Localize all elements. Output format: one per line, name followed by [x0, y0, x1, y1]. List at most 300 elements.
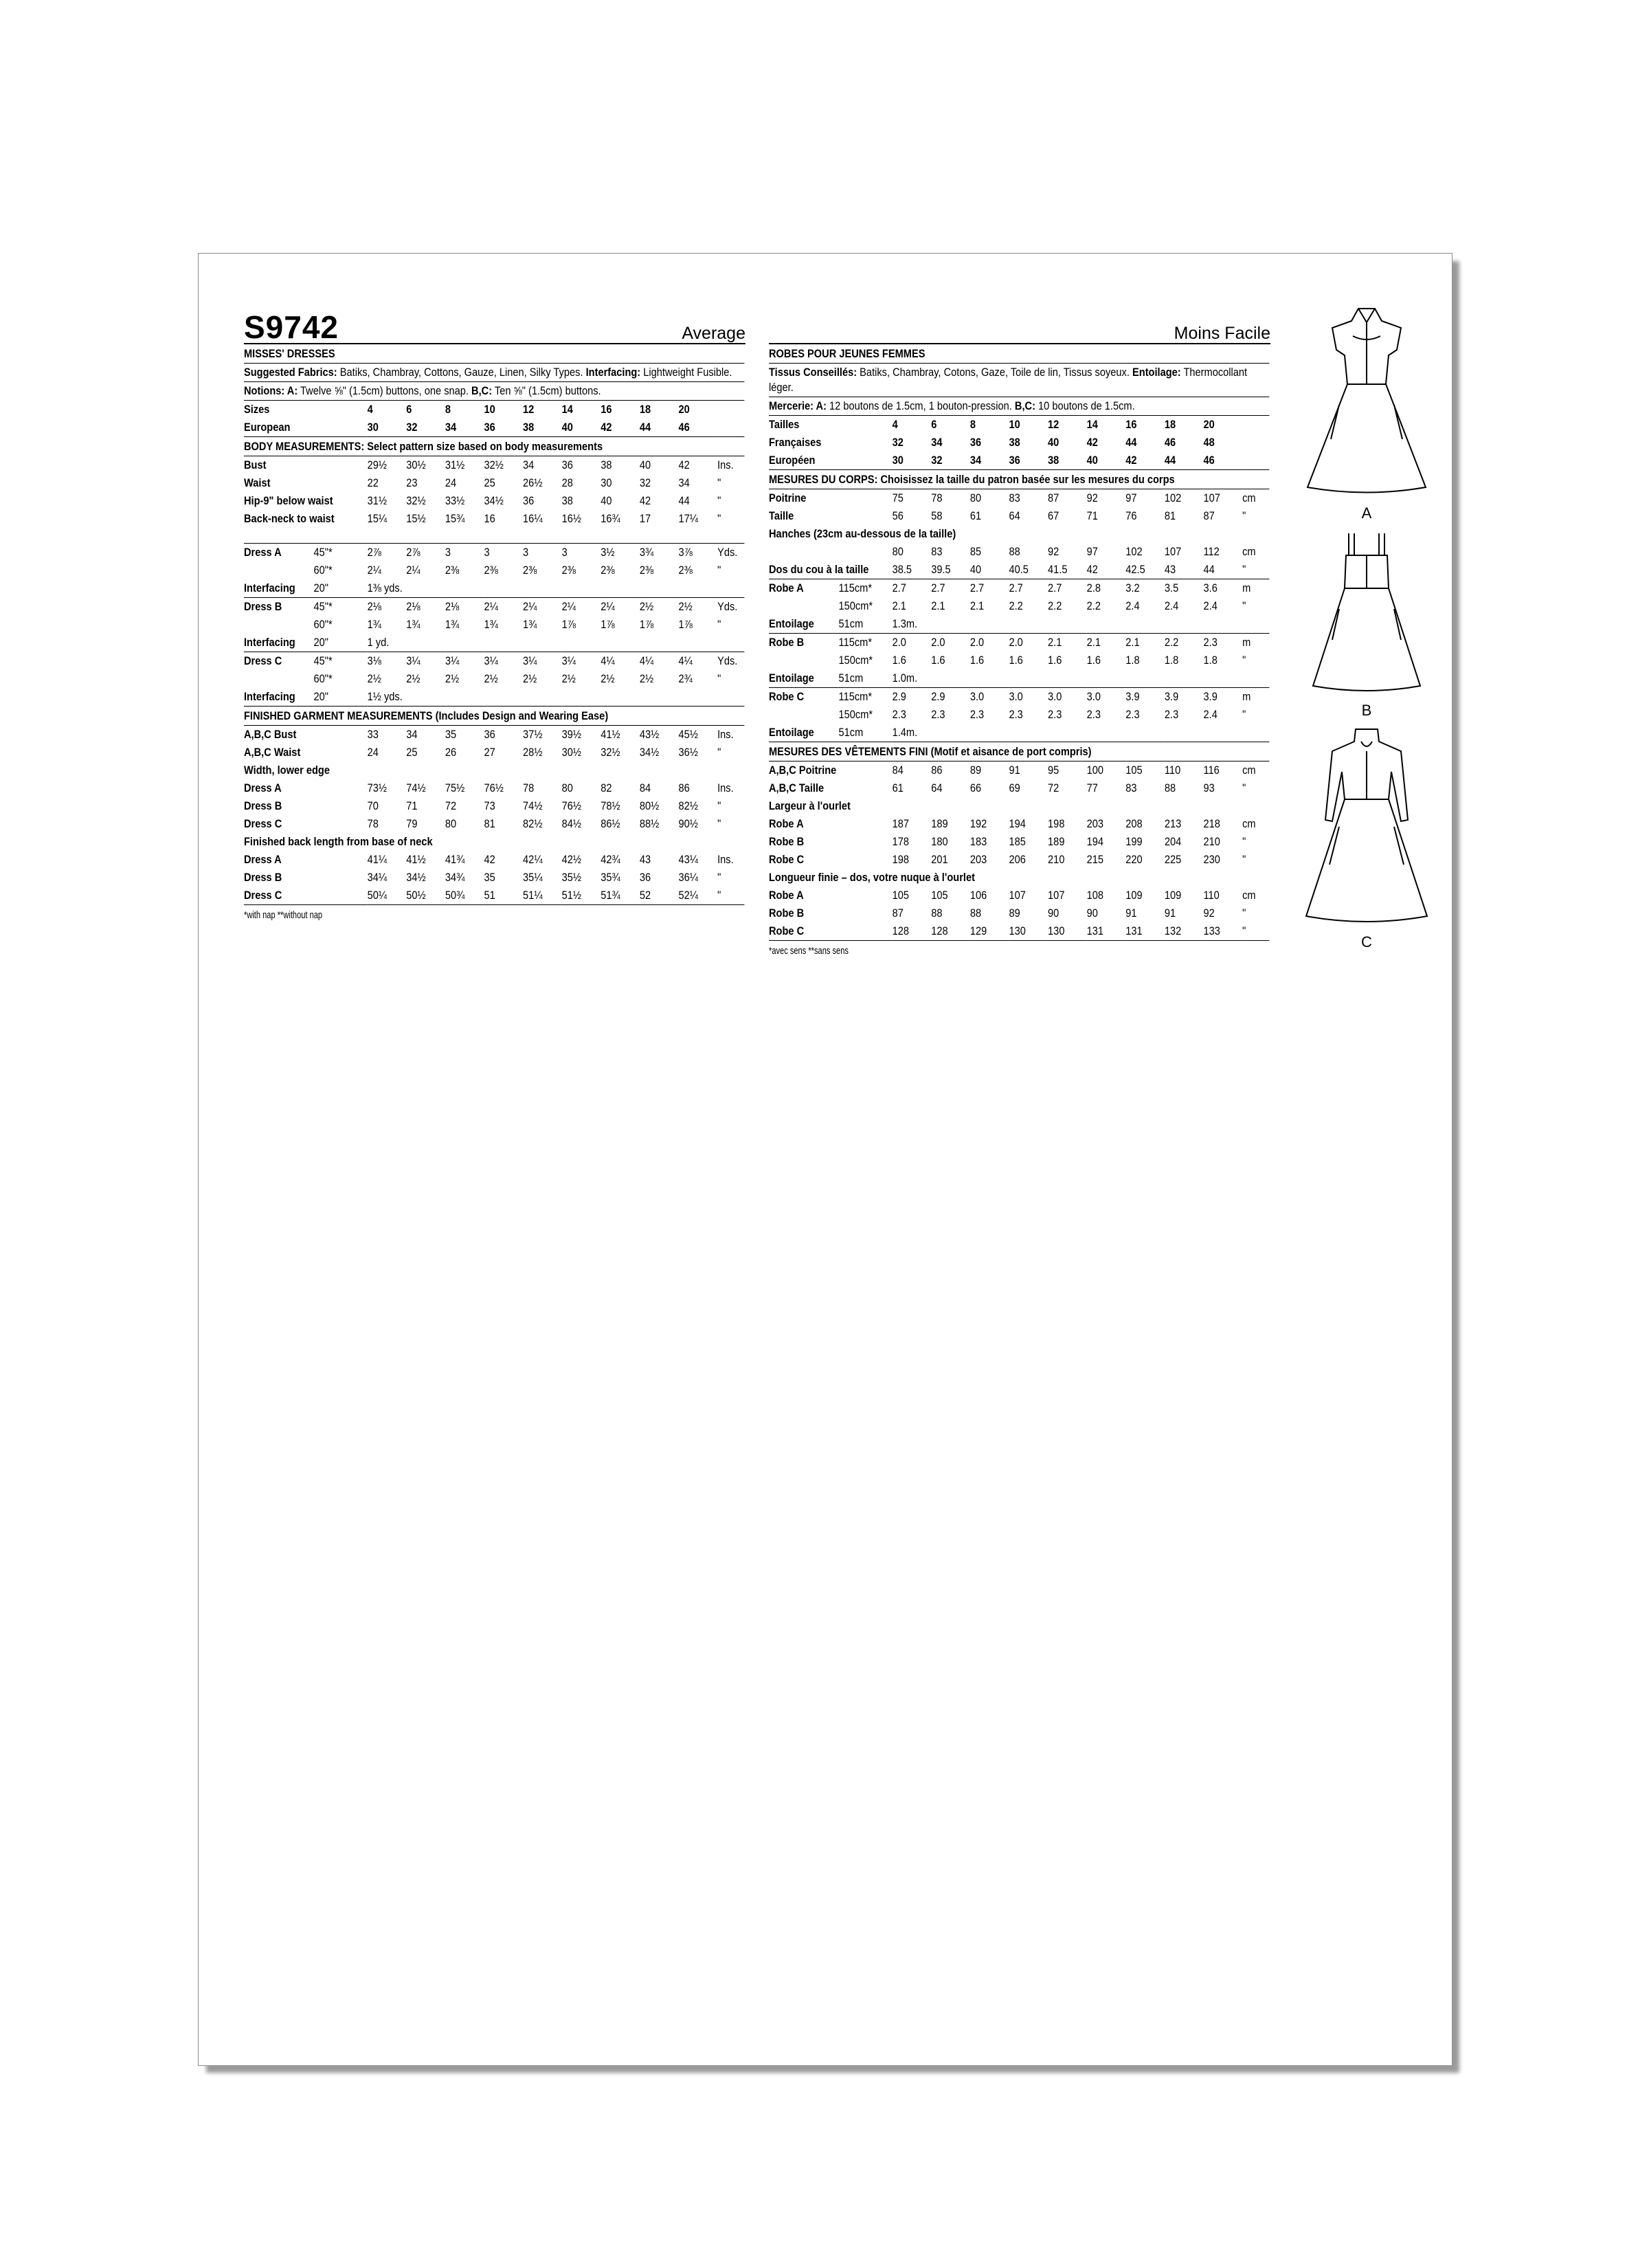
cell-value: 38.5	[892, 563, 912, 576]
cell-value: 91	[1125, 907, 1137, 920]
cell-value: 183	[969, 835, 987, 848]
cell-value: 1.8	[1164, 654, 1179, 667]
cell-value: 90	[1048, 907, 1059, 920]
row-width	[314, 744, 368, 761]
cell-value: 105	[892, 889, 910, 902]
cell-value: 90½	[678, 817, 698, 830]
row-width	[314, 401, 368, 419]
row-unit: "	[1242, 781, 1246, 794]
yardage-row	[244, 598, 744, 616]
length-row	[769, 904, 1269, 922]
row-width	[839, 922, 893, 941]
cell-value: 2½	[601, 672, 615, 685]
cell-value: 116	[1203, 764, 1220, 777]
row-label: Robe A	[769, 817, 804, 830]
cell-value: 3.2	[1125, 581, 1140, 594]
row-width	[839, 779, 893, 797]
cell-value: 2½	[523, 672, 537, 685]
cell-value: 3.9	[1203, 690, 1218, 703]
cell-value: 2½	[561, 672, 576, 685]
cell-value: 2.7	[1009, 581, 1023, 594]
width-row	[769, 833, 1269, 851]
row-label: Robe C	[769, 924, 805, 937]
cell-value: 102	[1125, 545, 1143, 558]
cell-value: 34	[678, 476, 690, 489]
cell-value: 32	[931, 454, 943, 467]
cell-value: 230	[1203, 853, 1220, 866]
cell-value: 41¼	[367, 853, 388, 866]
row-unit: cm	[1242, 764, 1256, 777]
cell-value: 51¼	[523, 889, 543, 902]
cell-value: 2¼	[367, 564, 381, 577]
length-row	[769, 887, 1269, 904]
cell-value: 2½	[678, 600, 693, 613]
row-label: Dress B	[244, 600, 282, 613]
cell-value: 50½	[406, 889, 426, 902]
cell-value: 1.6	[969, 654, 985, 667]
cell-value: 36	[484, 728, 495, 741]
cell-value: 84½	[561, 817, 582, 830]
cell-value: 2.1	[892, 599, 906, 612]
cell-value: 76½	[561, 799, 582, 812]
cell-value: 208	[1125, 817, 1143, 830]
cell-value: 1¾	[523, 618, 537, 631]
cell-value: 1¾	[367, 618, 381, 631]
interfacing-value: 1.4m.	[892, 726, 918, 739]
row-width	[839, 416, 893, 434]
yardage-row	[244, 616, 744, 634]
cell-value: 3⅛	[367, 654, 381, 667]
row-label: Interfacing	[244, 581, 295, 594]
cell-value: 2.8	[1086, 581, 1101, 594]
cell-value: 2⅛	[367, 600, 381, 613]
french-column	[769, 315, 1270, 959]
section-title-fr: ROBES POUR JEUNES FEMMES	[769, 344, 1269, 364]
measure-table	[244, 456, 744, 528]
row-unit: Ins.	[717, 781, 734, 794]
cell-value: 2¼	[406, 564, 420, 577]
row-label	[769, 597, 839, 615]
cell-value: 38	[601, 458, 612, 471]
cell-value: 2⅜	[523, 564, 537, 577]
cell-value: 88½	[639, 817, 660, 830]
row-label: Dos du cou à la taille	[769, 563, 869, 576]
cell-value: 36	[969, 436, 982, 449]
cell-value: 76½	[484, 781, 504, 794]
body-row	[244, 456, 744, 474]
cell-value: 97	[1086, 545, 1098, 558]
cell-value: 71	[1086, 509, 1098, 522]
cell-value: 108	[1086, 889, 1104, 902]
cell-value: 2.4	[1203, 708, 1218, 721]
cell-value: 25	[406, 746, 418, 759]
cell-value: 105	[931, 889, 948, 902]
measure-table	[769, 416, 1269, 470]
cell-value: 24	[367, 746, 379, 759]
cell-value: 2⅛	[406, 600, 420, 613]
view-b-sketch	[1298, 526, 1435, 720]
row-width	[839, 489, 893, 507]
measure-table	[244, 652, 744, 707]
cell-value: 32	[406, 421, 418, 434]
cell-value: 61	[892, 781, 904, 794]
row-unit: "	[1242, 853, 1246, 866]
cell-value: 107	[1164, 545, 1182, 558]
cell-value: 189	[1048, 835, 1065, 848]
width-row	[244, 815, 744, 833]
row-width	[839, 761, 893, 779]
row-unit: "	[717, 476, 721, 489]
cell-value: 32½	[601, 746, 620, 759]
sizes-row	[769, 416, 1269, 434]
cell-value: 3.5	[1164, 581, 1179, 594]
cell-value: 1¾	[406, 618, 420, 631]
finished-row	[244, 726, 744, 744]
cell-value: 80½	[639, 799, 660, 812]
cell-value: 6	[406, 403, 412, 416]
measure-table	[769, 688, 1269, 742]
cell-value: 43	[639, 853, 651, 866]
cell-value: 29½	[367, 458, 388, 471]
row-unit	[1242, 452, 1269, 470]
cell-value: 210	[1203, 835, 1220, 848]
cell-value: 51¾	[601, 889, 620, 902]
cell-value: 1.6	[1009, 654, 1023, 667]
cell-value: 44	[1203, 563, 1215, 576]
row-width: 150cm*	[838, 654, 873, 667]
row-label: Robe C	[769, 690, 805, 703]
cell-value: 88	[1164, 781, 1176, 794]
row-unit: "	[1242, 563, 1246, 576]
cell-value: 2.1	[931, 599, 945, 612]
cell-value: 74½	[406, 781, 426, 794]
notions-text-fr: Mercerie: A: 12 boutons de 1.5cm, 1 bouton-pression. B,C: 10 boutons de 1.5cm.	[769, 397, 1269, 416]
row-unit: "	[1242, 509, 1246, 522]
cell-value: 2¼	[523, 600, 537, 613]
interfacing-row	[244, 579, 744, 598]
cell-value: 129	[969, 924, 987, 937]
row-unit: "	[1242, 599, 1246, 612]
row-unit: "	[717, 799, 721, 812]
cell-value: 3.0	[1086, 690, 1101, 703]
measure-table	[769, 761, 1269, 797]
row-width: 150cm*	[838, 599, 873, 612]
cell-value: 67	[1048, 509, 1059, 522]
row-unit: "	[1242, 924, 1246, 937]
cell-value: 2⅞	[406, 546, 420, 559]
cell-value: 38	[523, 421, 535, 434]
cell-value: 133	[1203, 924, 1220, 937]
cell-value: 40	[561, 421, 573, 434]
measure-table	[244, 779, 744, 833]
row-unit: m	[1242, 636, 1251, 649]
cell-value: 31½	[445, 458, 465, 471]
european-sizes-row	[244, 419, 744, 437]
english-column	[244, 309, 745, 923]
cell-value: 194	[1086, 835, 1104, 848]
cell-value: 16	[601, 403, 612, 416]
cell-value: 16	[484, 512, 495, 525]
cell-value: 86	[678, 781, 690, 794]
cell-value: 92	[1048, 545, 1059, 558]
cell-value: 17¼	[678, 512, 698, 525]
cell-value: 2.0	[892, 636, 906, 649]
view-b-label: B	[1361, 702, 1372, 719]
cell-value: 128	[892, 924, 910, 937]
cell-value: 1¾	[445, 618, 460, 631]
cell-value: 32	[639, 476, 651, 489]
row-label	[769, 706, 839, 724]
cell-value: 112	[1203, 545, 1220, 558]
row-unit: cm	[1242, 889, 1256, 902]
row-unit	[1242, 434, 1269, 452]
cell-value: 2¼	[484, 600, 498, 613]
hip-row	[769, 543, 1269, 561]
length-row	[769, 922, 1269, 941]
cell-value: 36½	[678, 746, 698, 759]
section-title: MISSES' DRESSES	[244, 344, 744, 364]
interfacing-row	[244, 688, 744, 707]
cell-value: 42	[1125, 454, 1137, 467]
cell-value: 2.3	[1086, 708, 1101, 721]
cell-value: 3¼	[406, 654, 420, 667]
row-width	[839, 815, 893, 833]
cell-value: 80	[561, 781, 573, 794]
cell-value: 2⅜	[601, 564, 615, 577]
row-label: Sizes	[244, 403, 270, 416]
cell-value: 16¾	[601, 512, 620, 525]
cell-value: 2½	[639, 600, 654, 613]
cell-value: 42¾	[601, 853, 620, 866]
measure-table	[769, 543, 1269, 561]
cell-value: 198	[1048, 817, 1065, 830]
cell-value: 2⅜	[639, 564, 654, 577]
cell-value: 88	[969, 907, 982, 920]
view-c-sketch	[1298, 724, 1435, 951]
row-label	[244, 616, 314, 634]
row-label: Dress A	[244, 546, 282, 559]
row-label: Taille	[769, 509, 794, 522]
row-width	[314, 726, 368, 744]
cell-value: 3	[445, 546, 451, 559]
cell-value: 2.0	[931, 636, 945, 649]
cell-value: 42	[484, 853, 495, 866]
cell-value: 1⅞	[561, 618, 576, 631]
row-label: European	[244, 421, 291, 434]
cell-value: 20	[678, 403, 690, 416]
finished-row	[769, 761, 1269, 779]
cell-value: 2.1	[1086, 636, 1101, 649]
row-width	[839, 904, 893, 922]
width-row	[769, 851, 1269, 869]
cell-value: 50¼	[367, 889, 388, 902]
finished-row	[769, 779, 1269, 797]
cell-value: 89	[969, 764, 982, 777]
width-row	[244, 779, 744, 797]
cell-value: 178	[892, 835, 910, 848]
measure-table	[769, 887, 1269, 941]
cell-value: 2.4	[1125, 599, 1140, 612]
cell-value: 110	[1203, 889, 1220, 902]
cell-value: 66	[969, 781, 982, 794]
cell-value: 128	[931, 924, 948, 937]
cell-value: 26½	[523, 476, 543, 489]
measure-table	[769, 634, 1269, 688]
cell-value: 2½	[406, 672, 420, 685]
row-label: Dress B	[244, 871, 282, 884]
cell-value: 25	[484, 476, 495, 489]
measure-table	[244, 598, 744, 652]
row-unit: "	[717, 618, 721, 631]
cell-value: 215	[1086, 853, 1104, 866]
cell-value: 86	[931, 764, 943, 777]
row-width	[839, 887, 893, 904]
row-label: Robe C	[769, 853, 805, 866]
french-header	[769, 315, 1270, 344]
cell-value: 4	[892, 418, 898, 431]
row-width	[839, 543, 893, 561]
row-unit: Ins.	[717, 728, 734, 741]
cell-value: 16¼	[523, 512, 543, 525]
cell-value: 78	[931, 491, 943, 504]
cell-value: 15½	[406, 512, 426, 525]
cell-value: 1.6	[1048, 654, 1062, 667]
yardage-row	[769, 652, 1269, 669]
cell-value: 64	[931, 781, 943, 794]
cell-value: 46	[1164, 436, 1176, 449]
cell-value: 81	[1164, 509, 1176, 522]
cell-value: 42¼	[523, 853, 543, 866]
pattern-number: S9742	[244, 309, 339, 345]
cell-value: 34	[931, 436, 943, 449]
cell-value: 130	[1009, 924, 1026, 937]
yardage-row	[769, 634, 1269, 652]
cell-value: 20	[1203, 418, 1215, 431]
row-label: Waist	[244, 476, 271, 489]
cell-value: 42	[678, 458, 690, 471]
cell-value: 28½	[523, 746, 543, 759]
row-label: Dress A	[244, 781, 282, 794]
cell-value: 38	[1009, 436, 1020, 449]
cell-value: 41¾	[445, 853, 465, 866]
body-row	[244, 492, 744, 510]
cell-value: 102	[1164, 491, 1182, 504]
row-width: 115cm*	[838, 636, 873, 649]
cell-value: 87	[1203, 509, 1215, 522]
measure-table	[769, 561, 1269, 579]
cell-value: 73	[484, 799, 495, 812]
cell-value: 87	[892, 907, 904, 920]
cell-value: 88	[1009, 545, 1020, 558]
european-sizes-row	[769, 452, 1269, 470]
cell-value: 82½	[523, 817, 543, 830]
row-unit: "	[717, 672, 721, 685]
cell-value: 70	[367, 799, 379, 812]
cell-value: 41½	[406, 853, 426, 866]
cell-value: 2¼	[601, 600, 615, 613]
row-width	[314, 851, 368, 869]
cell-value: 2.0	[969, 636, 985, 649]
row-width: 150cm*	[838, 708, 873, 721]
cell-value: 40	[969, 563, 982, 576]
view-c-label: C	[1361, 933, 1372, 950]
cell-value: 198	[892, 853, 910, 866]
cell-value: 38	[561, 494, 573, 507]
cell-value: 2.4	[1203, 599, 1218, 612]
cell-value: 84	[892, 764, 904, 777]
row-width: 115cm*	[838, 690, 873, 703]
cell-value: 192	[969, 817, 987, 830]
row-unit: Yds.	[717, 600, 738, 613]
cell-value: 130	[1048, 924, 1065, 937]
cell-value: 206	[1009, 853, 1026, 866]
row-label: A,B,C Waist	[244, 746, 301, 759]
cell-value: 2¼	[561, 600, 576, 613]
cell-value: 43¼	[678, 853, 698, 866]
cell-value: 3	[484, 546, 490, 559]
cell-value: 3.0	[969, 690, 985, 703]
cell-value: 4¼	[639, 654, 654, 667]
cell-value: 42	[1086, 436, 1098, 449]
row-label: Robe B	[769, 835, 805, 848]
subheading: Largeur à l'ourlet	[769, 799, 851, 812]
cell-value: 180	[931, 835, 948, 848]
cell-value: 2.2	[1086, 599, 1101, 612]
cell-value: 189	[931, 817, 948, 830]
cell-value: 14	[561, 403, 573, 416]
cell-value: 32½	[484, 458, 504, 471]
cell-value: 3	[561, 546, 568, 559]
cell-value: 34¼	[367, 871, 388, 884]
cell-value: 218	[1203, 817, 1220, 830]
cell-value: 36	[523, 494, 535, 507]
cell-value: 78	[523, 781, 535, 794]
interfacing-value: 1½ yds.	[367, 690, 403, 703]
cell-value: 89	[1009, 907, 1020, 920]
cell-value: 34	[406, 728, 418, 741]
view-a-sketch	[1298, 302, 1435, 522]
cell-value: 2.3	[1048, 708, 1062, 721]
cell-value: 48	[1203, 436, 1215, 449]
cell-value: 82½	[678, 799, 698, 812]
interfacing-value: 1 yd.	[367, 636, 390, 649]
body-row	[769, 489, 1269, 507]
cell-value: 93	[1203, 781, 1215, 794]
cell-value: 3¼	[445, 654, 460, 667]
cell-value: 2.7	[1048, 581, 1062, 594]
cell-value: 187	[892, 817, 910, 830]
cell-value: 1.8	[1125, 654, 1140, 667]
yardage-row	[244, 544, 744, 562]
cell-value: 2.1	[1048, 636, 1062, 649]
cell-value: 42	[639, 494, 651, 507]
row-label: Entoilage	[769, 617, 814, 630]
row-unit	[1242, 416, 1269, 434]
row-label: A,B,C Bust	[244, 728, 297, 741]
cell-value: 3	[523, 546, 529, 559]
row-width	[839, 434, 893, 452]
cell-value: 4	[367, 403, 373, 416]
row-unit: "	[1242, 654, 1246, 667]
cell-value: 210	[1048, 853, 1065, 866]
cell-value: 72	[1048, 781, 1059, 794]
cell-value: 18	[639, 403, 651, 416]
cell-value: 3.0	[1009, 690, 1023, 703]
difficulty-level: Average	[682, 324, 745, 343]
cell-value: 2½	[639, 672, 654, 685]
row-unit: "	[717, 817, 721, 830]
interfacing-value: 1⅜ yds.	[367, 581, 403, 594]
